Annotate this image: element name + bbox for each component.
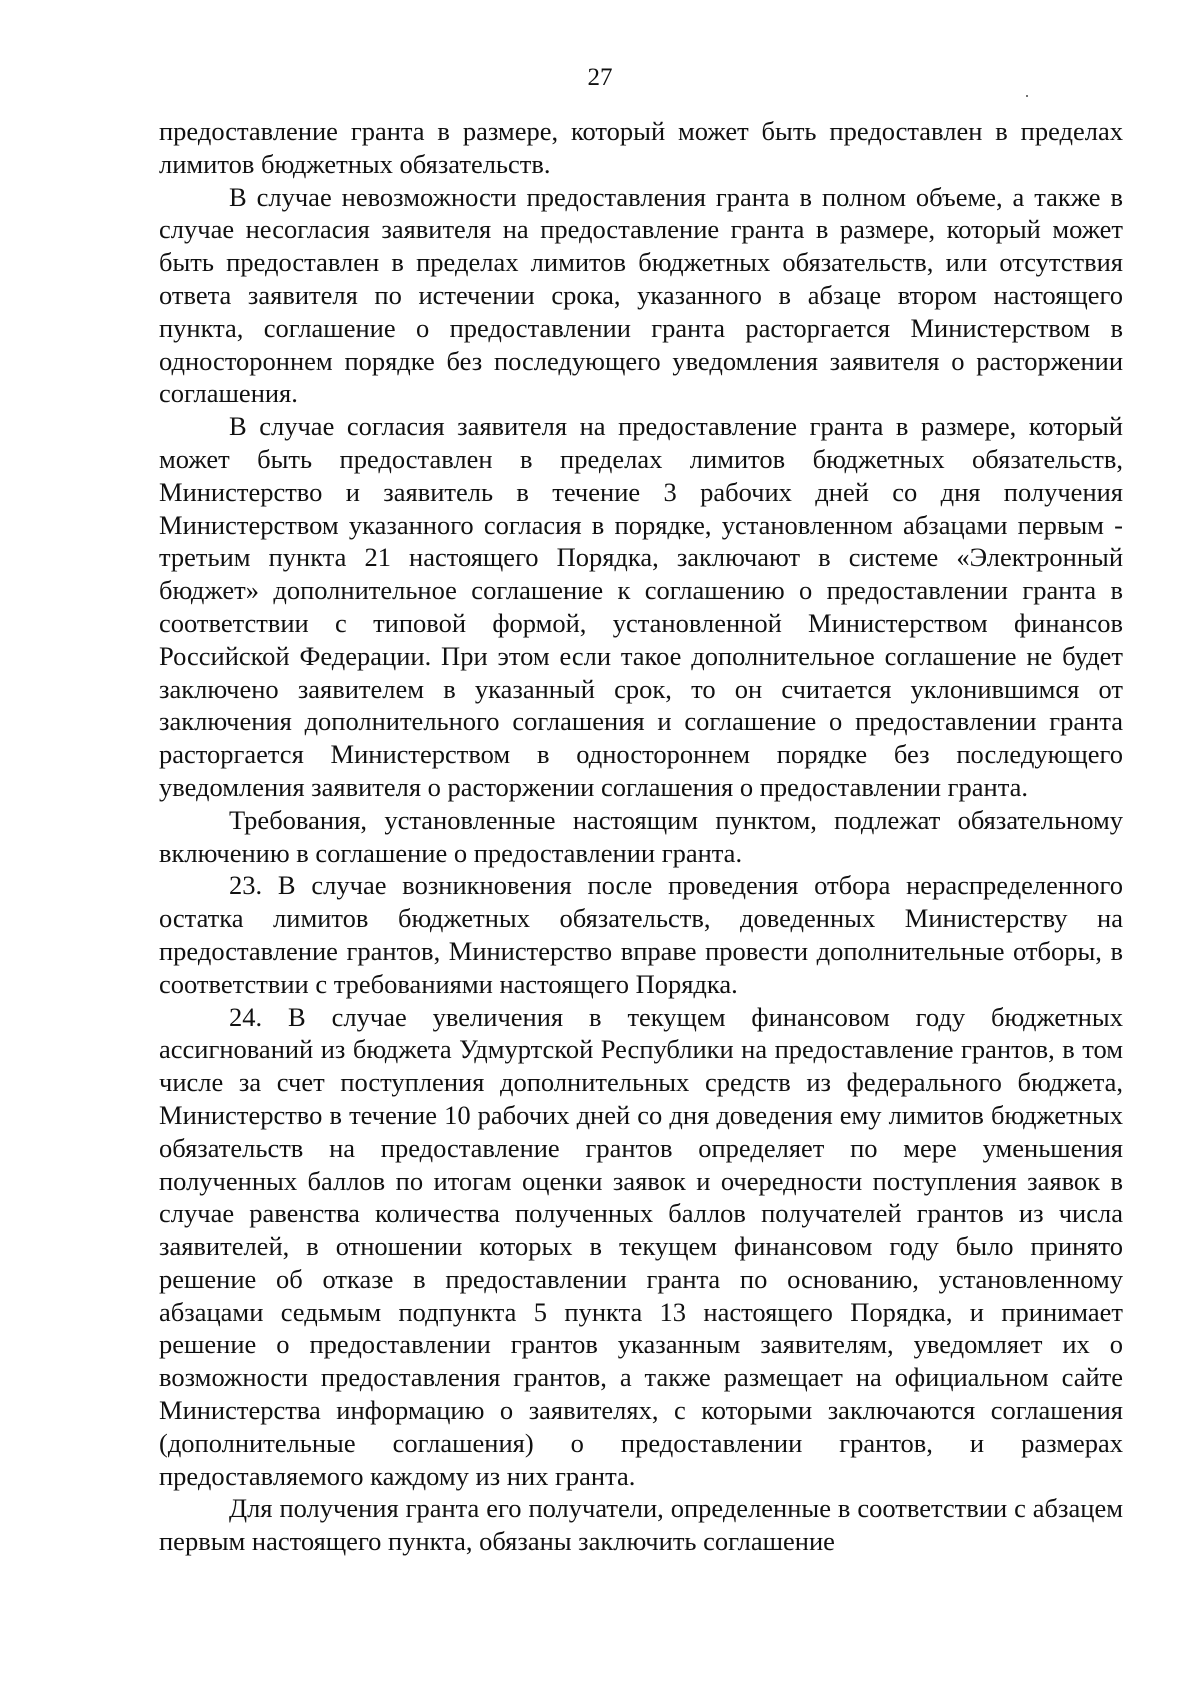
document-body bbox=[159, 115, 1123, 1558]
paragraph: В случае согласия заявителя на предоставление гранта в размере, который может быть предоставлен в пределах лимитов бюджетных обязательств, Министерство и заявитель в течение 3 рабочих дней со дня получения Министерством указанного согласия в порядке, установленном абзацами первым - третьим пункта 21 настоящего Порядка, заключают в системе «Электронный бюджет» дополнительное соглашение к соглашению о предоставлении гранта в соответствии с типовой формой, установленной Министерством финансов Российской Федерации. При этом если такое дополнительное соглашение не будет заключено заявителем в указанный срок, то он считается уклонившимся от заключения дополнительного соглашения и соглашение о предоставлении гранта расторгается Министерством в одностороннем порядке без последующего уведомления заявителя о расторжении соглашения о предоставлении гранта. bbox=[159, 411, 1123, 802]
paragraph-continuation: предоставление гранта в размере, который может быть предоставлен в пределах лимитов бюджетных обязательств. bbox=[159, 116, 1123, 179]
page-number: 27 bbox=[587, 64, 613, 91]
paragraph: Для получения гранта его получатели, определенные в соответствии с абзацем первым настоящего пункта, обязаны заключить соглашение bbox=[159, 1493, 1123, 1557]
paragraph-item-24: 24. В случае увеличения в текущем финансовом году бюджетных ассигнований из бюджета Удмуртской Республики на предоставление грантов, в том числе за счет поступления дополнительных средств из федерального бюджета, Министерство в течение 10 рабочих дней со дня доведения ему лимитов бюджетных обязательств на предоставление грантов определяет по мере уменьшения полученных баллов по итогам оценки заявок и очередности поступления заявок в случае равенства количества полученных баллов получателей грантов из числа заявителей, в отношении которых в текущем финансовом году было принято решение об отказе в предоставлении гранта по основанию, установленному абзацами седьмым подпункта 5 пункта 13 настоящего Порядка, и принимает решение о предоставлении грантов указанным заявителям, уведомляет их о возможности предоставления грантов, а также размещает на официальном сайте Министерства информацию о заявителях, с которыми заключаются соглашения (дополнительные соглашения) о предоставлении грантов, и размерах предоставляемого каждому из них гранта. bbox=[159, 1001, 1123, 1491]
paragraph: Требования, установленные настоящим пунктом, подлежат обязательному включению в соглашение о предоставлении гранта. bbox=[159, 804, 1123, 868]
scan-speck bbox=[1026, 95, 1028, 97]
paragraph-item-23: 23. В случае возникновения после проведения отбора нераспределенного остатка лимитов бюджетных обязательств, доведенных Министерству на предоставление грантов, Министерство вправе провести дополнительные отборы, в соответствии с требованиями настоящего Порядка. bbox=[159, 870, 1123, 999]
paragraph: В случае невозможности предоставления гранта в полном объеме, а также в случае несогласия заявителя на предоставление гранта в размере, который может быть предоставлен в пределах лимитов бюджетных обязательств, или отсутствия ответа заявителя по истечении срока, указанного в абзаце втором настоящего пункта, соглашение о предоставлении гранта расторгается Министерством в одностороннем порядке без последующего уведомления заявителя о расторжении соглашения. bbox=[159, 181, 1123, 409]
